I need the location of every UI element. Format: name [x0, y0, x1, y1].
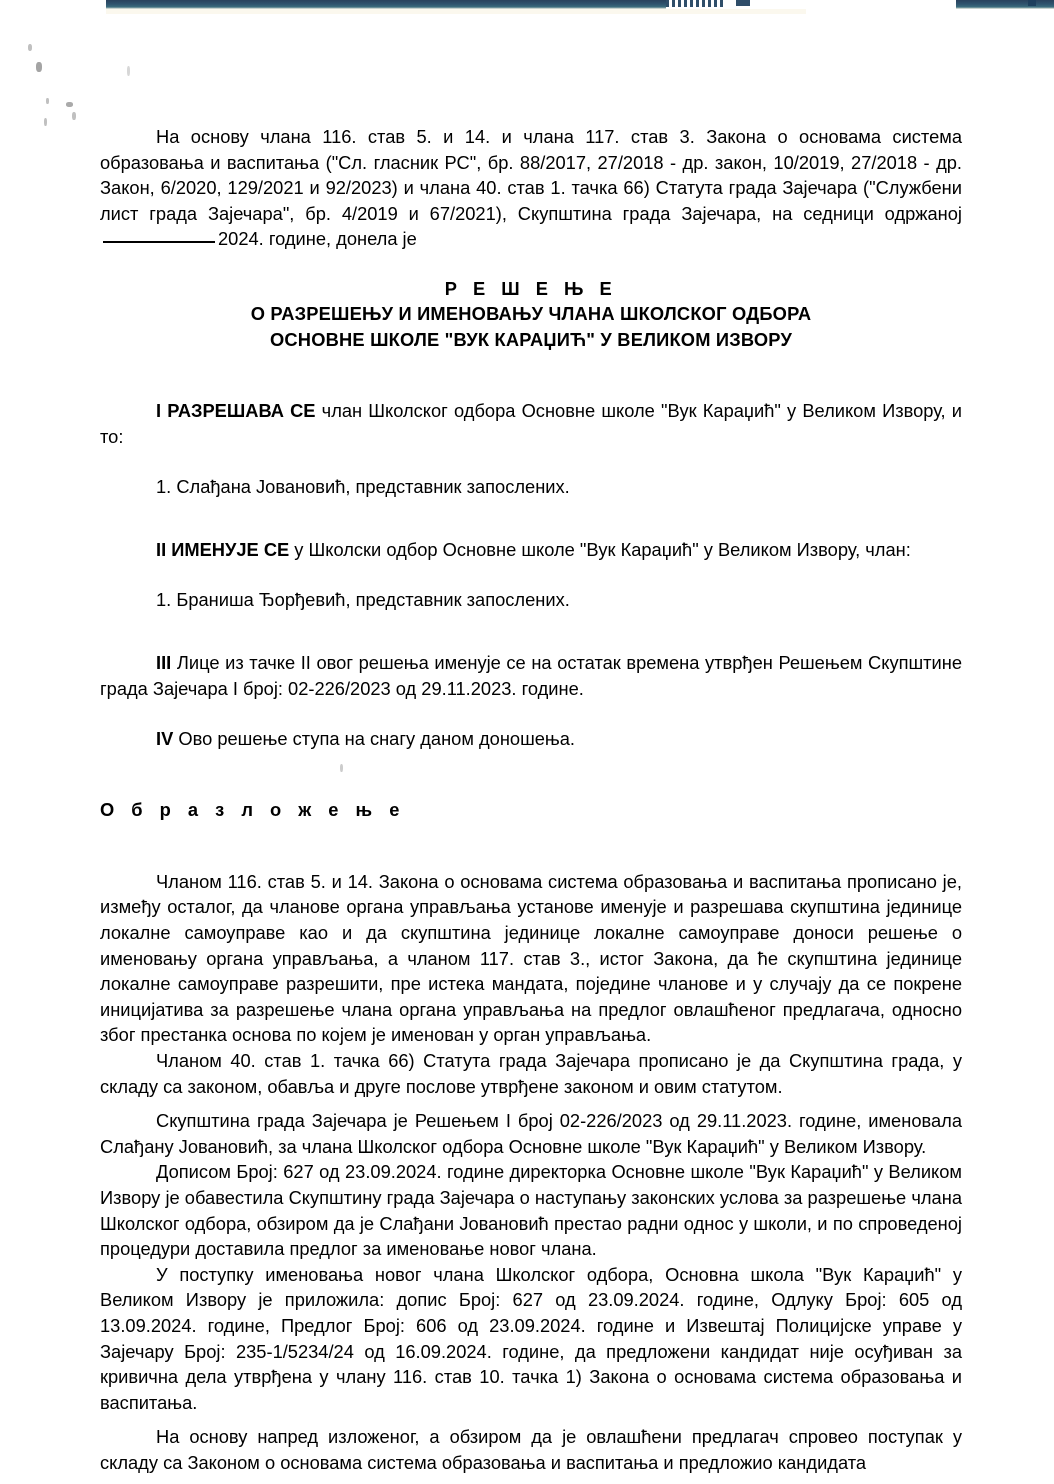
section-three-marker: III [156, 652, 172, 674]
section-one-body: члан Школског одбора Основне школе "Вук Караџић" у Великом Извору, и то: [100, 400, 962, 448]
document-title-block [100, 276, 962, 353]
section-four-paragraph [100, 726, 962, 752]
title-line-1: О РАЗРЕШЕЊУ И ИМЕНОВАЊУ ЧЛАНА ШКОЛСКОГ ОДБОРА [250, 303, 812, 325]
explanation-paragraph-final: На основу напред изложеног, а обзиром да је овлашћени предлагач спровео поступак у складу са Законом о основама система образовања и васпитања и предложио кандидата [100, 1426, 962, 1473]
title-line-2: ОСНОВНЕ ШКОЛЕ "ВУК КАРАЏИЋ" У ВЕЛИКОМ ИЗВОРУ [269, 328, 793, 350]
intro-text-after-blank: 2024. године, донела је [218, 228, 417, 250]
scan-speck [72, 112, 76, 120]
explanation-paragraph: Дописом Број: 627 од 23.09.2024. године директорка Основне школе "Вук Караџић" у Великом Извору је обавестила Скупштину града Зајечара о наступању законских услова за разрешење члана Школског одбора, обзиром да је Слађани Јовановић престао радни однос у школи, и по спроведеној процедури доставила предлог за именовање новог члана. [100, 1161, 962, 1260]
title-resenje: Р Е Ш Е Њ Е [444, 277, 618, 299]
explanation-heading: О б р а з л о ж е њ е [100, 799, 406, 821]
section-three-body: Лице из тачке II овог решења именује се на остатак времена утврђен Решењем Скупштине града Зајечара I број: 02-226/2023 од 29.11.2023. године. [100, 652, 962, 700]
scan-speck [44, 118, 47, 126]
scan-speck [28, 44, 32, 51]
scan-speck [66, 102, 73, 107]
scan-speck [46, 98, 49, 104]
scan-speck [127, 66, 130, 76]
document-body [100, 124, 962, 1475]
explanation-paragraph: У поступку именовања новог члана Школског одбора, Основна школа "Вук Караџић" у Великом Извору је приложила: допис Број: 627 од 23.09.2024. године, Одлуку Број: 605 од 13.09.2024. године, Предлог Број: 606 од 23.09.2024. године и Извештај Полицијске управе у Зајечару Број: 235-1/5234/24 од 16.09.2024. године, да предложени кандидат није осуђиван за кривична дела утврђена у члану 116. став 10. тачка 1) Закона о основама система образовања и васпитања. [100, 1263, 962, 1413]
date-blank-fill-line [103, 241, 215, 243]
section-two-paragraph [100, 537, 962, 563]
scan-artifact-glow [106, 9, 806, 14]
explanation-paragraph: Чланом 40. став 1. тачка 66) Статута града Зајечара прописано је да Скупштина града, у складу са законом, обавља и друге послове утврђене законом и овим статутом. [100, 1049, 962, 1097]
section-three-paragraph [100, 650, 962, 701]
section-four-body: Ово решење ступа на снагу даном доношења. [173, 727, 576, 749]
explanation-paragraph: Скупштина града Зајечара је Решењем I број 02-226/2023 од 29.11.2023. године, именовала Слађану Јовановић, за члана Школског одбора Основне школе "Вук Караџић" у Великом Извору. [100, 1110, 962, 1157]
explanation-paragraph: Чланом 116. став 5. и 14. Закона о основама система образовања и васпитања прописано је, између осталог, да чланове органа управљања установе именује и разрешава скупштина јединице локалне самоуправе као и да скупштина јединице локалне самоуправе доноси решење о именовању органа управљања, а чланом 117. став 3., истог Закона, да ће скупштина јединице локалне самоуправе разрешити, пре истека мандата, поједине чланове и у случају да се покрене иницијатива за разрешење члана органа управљања на предлог овлашћеног предлагача, односно због престанка основа по којем је именован у орган управљања. [100, 870, 962, 1046]
section-two-body: у Школски одбор Основне школе "Вук Караџић" у Великом Извору, члан: [289, 539, 911, 561]
intro-text-before-blank: На основу члана 116. став 5. и 14. и члана 117. став 3. Закона о основама система образовања и васпитања ("Сл. гласник РС", бр. 88/2017, 27/2018 - др. закон, 10/2019, 27/2018 - др. Закон, 6/2020, 129/2021 и 92/2023) и члана 40. став 1. тачка 66) Статута града Зајечара ("Службени лист града Зајечара", бр. 4/2019 и 67/2021), Скупштина града Зајечара, на седници одржаној [100, 126, 962, 224]
section-one-list-item: 1. Слађана Јовановић, представник запослених. [156, 475, 570, 497]
scan-artifact-bar [956, 0, 1054, 9]
section-two-marker: II ИМЕНУЈЕ СЕ [156, 539, 290, 561]
scan-artifact-bar [736, 0, 750, 6]
section-one-marker: I РАЗРЕШАВА СЕ [156, 400, 316, 422]
intro-paragraph [100, 124, 962, 252]
section-one-paragraph [100, 398, 962, 449]
scan-artifact-bar [106, 0, 666, 9]
section-two-list-item: 1. Браниша Ђорђевић, представник запослених. [156, 588, 570, 610]
scan-speck [36, 62, 42, 72]
scan-artifact-bar [1028, 0, 1036, 6]
scan-artifact-bar [666, 0, 726, 7]
section-four-marker: IV [156, 727, 174, 749]
